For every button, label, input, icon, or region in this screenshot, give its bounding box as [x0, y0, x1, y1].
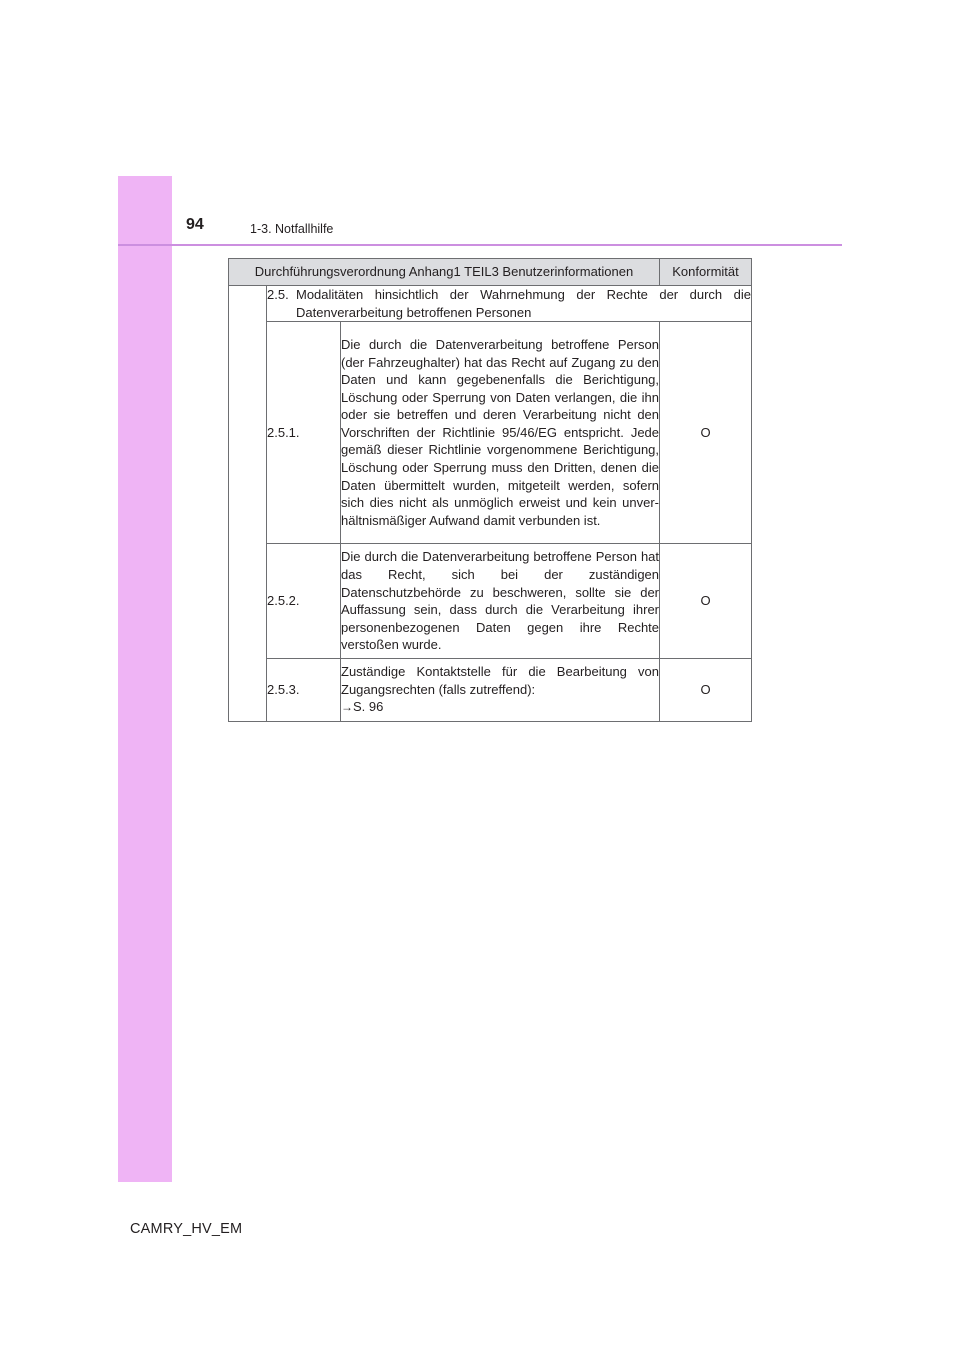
- table-row: [229, 659, 752, 722]
- table-row: [229, 322, 752, 544]
- sub-header-cell: [267, 286, 752, 322]
- col-header-conformity: Konformität: [660, 259, 752, 286]
- row-text: Die durch die Datenverarbeitung betroffene Person (der Fahrzeughalter) hat das Recht auf Zugang zu den Daten und kann gegebenenfalls die Berichtigung, Löschung oder Sperrung von Daten verlangen, die ihn oder sie betreffen und deren Verarbeitung nicht den Vorschriften der Richtlinie 95/46/EG entspricht. Jede gemäß dieser Richtlinie vorgenommene Berichtigung, Löschung oder Sperrung muss den Dritten, denen die Daten übermittelt wurden, mitgeteilt werden, sofern sich dies nicht als unmöglich erweist und kein unverhältnismäßiger Aufwand damit verbunden ist.: [341, 322, 660, 544]
- table-row: [229, 544, 752, 659]
- footer-model-code: CAMRY_HV_EM: [130, 1221, 243, 1237]
- row-number: 2.5.1.: [267, 322, 341, 544]
- side-color-band: [118, 176, 172, 1182]
- row-number: 2.5.2.: [267, 544, 341, 659]
- page-number: 94: [186, 216, 204, 233]
- row-text: Die durch die Datenverarbeitung betroffene Person hat das Recht, sich bei der zuständigen Datenschutzbehörde zu beschweren, sollte sie der Auffassung sein, dass durch die Verarbeitung ihrer personenbezogenen Daten gegen ihre Rechte verstoßen wurde.: [341, 544, 660, 659]
- row-text-cell: [341, 659, 660, 722]
- row-conformity: O: [660, 659, 752, 722]
- row-conformity: O: [660, 322, 752, 544]
- page-reference[interactable]: [341, 698, 659, 717]
- spec-table: [228, 258, 752, 722]
- right-arrow-icon: →: [341, 700, 353, 715]
- col-header-main: Durchführungsverordnung Anhang1 TEIL3 Benutzerinformationen: [229, 259, 660, 286]
- table-header-row: [229, 259, 752, 286]
- table-subheader-row: [229, 286, 752, 322]
- section-title: 1-3. Notfallhilfe: [250, 222, 334, 236]
- group-indent-cell: [229, 286, 267, 722]
- row-text: Zuständige Kontaktstelle für die Bearbeitung von Zugangsrechten (falls zutreffend):: [341, 664, 660, 697]
- header-rule: [118, 244, 842, 246]
- sub-header-text: Modalitäten hinsichtlich der Wahrnehmung der Rechte der durch die Datenverarbeitung betroffenen Personen: [296, 287, 752, 320]
- row-number: 2.5.3.: [267, 659, 341, 722]
- page-reference-text: S. 96: [353, 699, 384, 715]
- row-conformity: O: [660, 544, 752, 659]
- sub-header-number: 2.5.: [267, 287, 289, 302]
